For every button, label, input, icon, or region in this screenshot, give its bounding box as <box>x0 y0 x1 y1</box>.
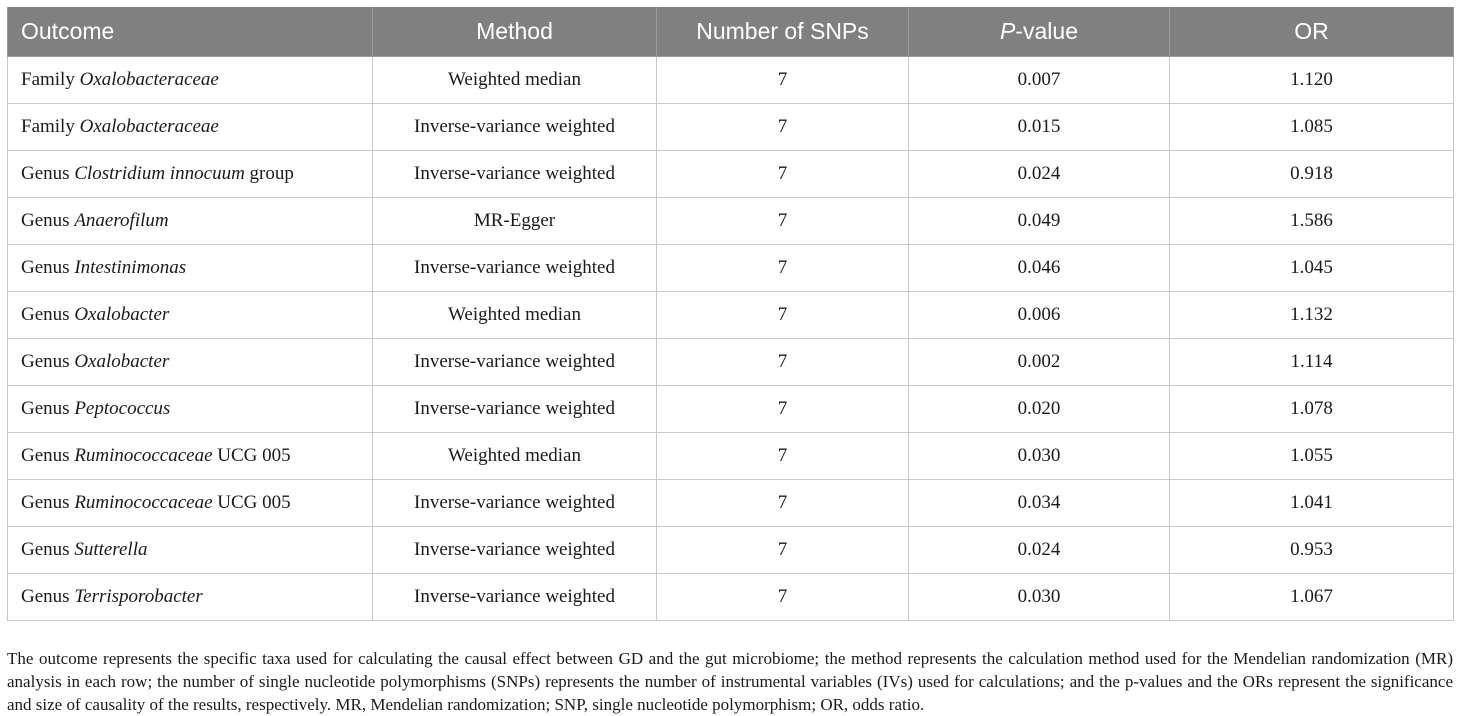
outcome-taxon: Oxalobacteraceae <box>79 116 219 137</box>
snps-cell: 7 <box>657 527 909 574</box>
p-value-cell: 0.034 <box>909 480 1170 527</box>
outcome-prefix: Genus <box>21 351 75 372</box>
outcome-taxon: Oxalobacteraceae <box>79 69 219 90</box>
p-value-cell: 0.046 <box>909 245 1170 292</box>
snps-cell: 7 <box>657 104 909 151</box>
table-row <box>8 245 1454 292</box>
or-cell: 1.078 <box>1170 386 1454 433</box>
method-cell: Inverse-variance weighted <box>373 480 657 527</box>
outcome-prefix: Family <box>21 69 80 90</box>
or-cell: 0.953 <box>1170 527 1454 574</box>
outcome-prefix: Genus <box>21 586 75 607</box>
outcome-prefix: Genus <box>21 163 75 184</box>
header-p-italic: P <box>1000 18 1016 44</box>
p-value-cell: 0.030 <box>909 574 1170 621</box>
or-cell: 0.918 <box>1170 151 1454 198</box>
outcome-cell <box>8 480 373 527</box>
table-header-row <box>8 7 1454 57</box>
outcome-taxon: Ruminococcaceae <box>74 492 213 513</box>
outcome-cell <box>8 339 373 386</box>
method-cell: Inverse-variance weighted <box>373 527 657 574</box>
table-row <box>8 292 1454 339</box>
table-row <box>8 151 1454 198</box>
results-table-container <box>7 7 1453 621</box>
table-row <box>8 574 1454 621</box>
table-row <box>8 433 1454 480</box>
outcome-prefix: Genus <box>21 539 75 560</box>
header-or: OR <box>1170 7 1454 57</box>
or-cell: 1.085 <box>1170 104 1454 151</box>
p-value-cell: 0.007 <box>909 57 1170 104</box>
table-row <box>8 339 1454 386</box>
outcome-cell <box>8 292 373 339</box>
outcome-taxon: Ruminococcaceae <box>74 445 213 466</box>
outcome-prefix: Genus <box>21 304 75 325</box>
outcome-suffix: group <box>244 163 294 184</box>
results-table <box>7 7 1454 621</box>
or-cell: 1.045 <box>1170 245 1454 292</box>
outcome-cell <box>8 527 373 574</box>
outcome-suffix: UCG 005 <box>212 445 291 466</box>
p-value-cell: 0.020 <box>909 386 1170 433</box>
or-cell: 1.055 <box>1170 433 1454 480</box>
p-value-cell: 0.015 <box>909 104 1170 151</box>
snps-cell: 7 <box>657 198 909 245</box>
header-p-rest: -value <box>1015 18 1078 44</box>
outcome-cell <box>8 386 373 433</box>
header-p-value <box>909 7 1170 57</box>
table-row <box>8 198 1454 245</box>
table-row <box>8 480 1454 527</box>
outcome-taxon: Peptococcus <box>74 398 171 419</box>
or-cell: 1.132 <box>1170 292 1454 339</box>
outcome-prefix: Genus <box>21 492 75 513</box>
header-snps: Number of SNPs <box>657 7 909 57</box>
or-cell: 1.067 <box>1170 574 1454 621</box>
outcome-prefix: Genus <box>21 398 75 419</box>
outcome-cell <box>8 151 373 198</box>
table-footnote: The outcome represents the specific taxa used for calculating the causal effect between GD and the gut microbiome; the method represents the calculation method used for the Mendelian randomization (MR) analysis in each row; the number of single nucleotide polymorphisms (SNPs) represents the number of instrumental variables (IVs) used for calculations; and the p-values and the ORs represent the significance and size of causality of the results, respectively. MR, Mendelian randomization; SNP, single nucleotide polymorphism; OR, odds ratio. <box>7 649 1453 714</box>
snps-cell: 7 <box>657 480 909 527</box>
header-method: Method <box>373 7 657 57</box>
table-row <box>8 527 1454 574</box>
outcome-prefix: Genus <box>21 257 75 278</box>
p-value-cell: 0.049 <box>909 198 1170 245</box>
outcome-prefix: Family <box>21 116 80 137</box>
outcome-taxon: Sutterella <box>74 539 148 560</box>
or-cell: 1.114 <box>1170 339 1454 386</box>
snps-cell: 7 <box>657 151 909 198</box>
method-cell: Inverse-variance weighted <box>373 245 657 292</box>
outcome-cell <box>8 198 373 245</box>
table-body <box>8 57 1454 621</box>
method-cell: Inverse-variance weighted <box>373 386 657 433</box>
snps-cell: 7 <box>657 339 909 386</box>
snps-cell: 7 <box>657 386 909 433</box>
outcome-cell <box>8 57 373 104</box>
outcome-cell <box>8 574 373 621</box>
outcome-cell <box>8 104 373 151</box>
method-cell: Inverse-variance weighted <box>373 104 657 151</box>
or-cell: 1.120 <box>1170 57 1454 104</box>
snps-cell: 7 <box>657 292 909 339</box>
outcome-taxon: Clostridium innocuum <box>74 163 245 184</box>
p-value-cell: 0.006 <box>909 292 1170 339</box>
snps-cell: 7 <box>657 57 909 104</box>
method-cell: Inverse-variance weighted <box>373 574 657 621</box>
outcome-prefix: Genus <box>21 445 75 466</box>
header-outcome: Outcome <box>8 7 373 57</box>
outcome-taxon: Terrisporobacter <box>74 586 203 607</box>
p-value-cell: 0.024 <box>909 527 1170 574</box>
method-cell: Weighted median <box>373 433 657 480</box>
outcome-taxon: Oxalobacter <box>74 351 170 372</box>
outcome-suffix: UCG 005 <box>212 492 291 513</box>
or-cell: 1.586 <box>1170 198 1454 245</box>
outcome-taxon: Oxalobacter <box>74 304 170 325</box>
table-row <box>8 57 1454 104</box>
p-value-cell: 0.030 <box>909 433 1170 480</box>
snps-cell: 7 <box>657 574 909 621</box>
outcome-taxon: Intestinimonas <box>74 257 187 278</box>
outcome-taxon: Anaerofilum <box>74 210 169 231</box>
method-cell: Inverse-variance weighted <box>373 151 657 198</box>
method-cell: MR-Egger <box>373 198 657 245</box>
or-cell: 1.041 <box>1170 480 1454 527</box>
method-cell: Weighted median <box>373 292 657 339</box>
snps-cell: 7 <box>657 433 909 480</box>
table-row <box>8 104 1454 151</box>
method-cell: Inverse-variance weighted <box>373 339 657 386</box>
outcome-prefix: Genus <box>21 210 75 231</box>
outcome-cell <box>8 433 373 480</box>
outcome-cell <box>8 245 373 292</box>
p-value-cell: 0.002 <box>909 339 1170 386</box>
p-value-cell: 0.024 <box>909 151 1170 198</box>
table-row <box>8 386 1454 433</box>
snps-cell: 7 <box>657 245 909 292</box>
method-cell: Weighted median <box>373 57 657 104</box>
